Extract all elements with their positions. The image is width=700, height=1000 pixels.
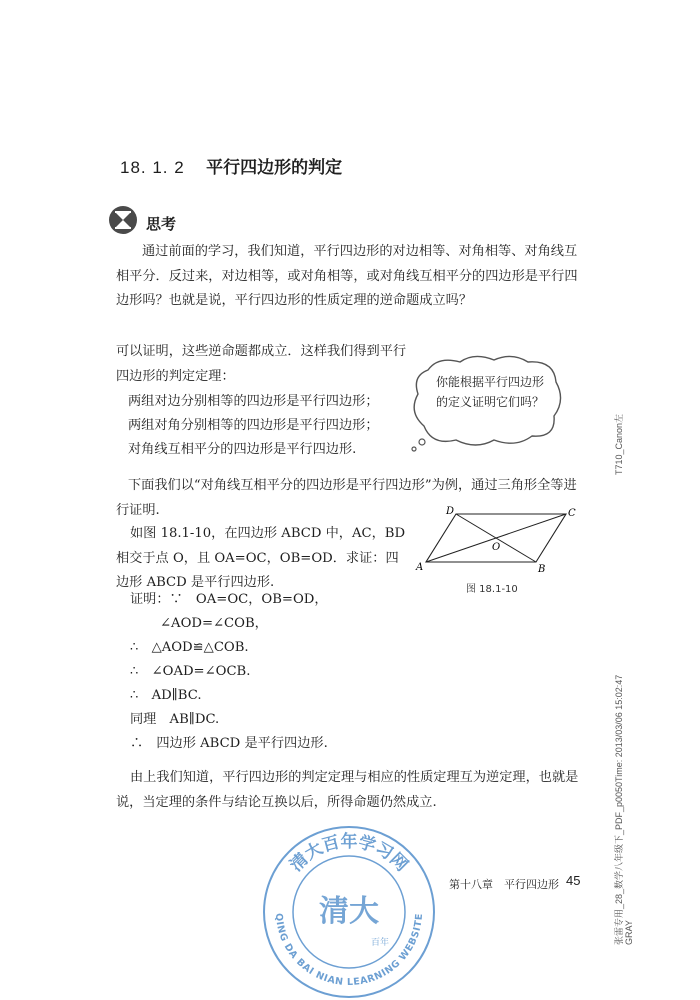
section-heading [120,153,342,178]
label-a: A [416,562,424,573]
stamp-center-text: 清大 [319,894,379,929]
proof-line-4: ∴ ∠OAD=∠OCB. [130,664,251,679]
stamp-small-text: 百年 [370,938,390,948]
figure-caption: 图 18.1-10 [466,584,518,595]
example-intro: 下面我们以“对角线互相平分的四边形是平行四边形”为例，通过三角形全等进行证明. [116,478,577,518]
example-statement: 如图 18.1-10，在四边形 ABCD 中，AC，BD 相交于点 O，且 OA=OC，OB=OD．求证：四边形 ABCD 是平行四边形. [116,526,406,590]
label-d: D [446,506,455,517]
intro-paragraph: 可以证明，这些逆命题都成立．这样我们得到平行四边形的判定定理： [116,344,407,384]
footer-chapter: 第十八章 平行四边形 [449,878,559,891]
side-mark-bottom: 张雷专用_28_数学八年级下_PDF_p0050Time: 2013/03/06 15:02:47 [614,674,624,945]
proof-line-7: ∴ 四边形 ABCD 是平行四边形. [130,736,328,751]
proof-line-3: ∴ △AOD≌△COB. [130,640,249,655]
svg-text:清大百年学习网 [286,831,412,876]
stamp-bottom-text: QING DA BAI NIAN LEARNING WEBSITE [272,912,426,989]
label-o: O [492,542,501,553]
section-title: 平行四边形的判定 [206,158,343,178]
side-mark-gray: GRAY [624,920,634,945]
label-c: C [568,508,576,519]
conclusion-paragraph: 由上我们知道，平行四边形的判定定理与相应的性质定理互为逆定理，也就是说，当定理的条件与结论互换以后，所得命题仍然成立. [116,770,579,810]
bubble-text: 你能根据平行四边形的定义证明它们吗？ [436,375,545,409]
theorem-2: 两组对角分别相等的四边形是平行四边形； [128,418,379,433]
side-mark-top: T710_Canon左 [614,413,624,475]
page-number: 45 [566,873,581,888]
stamp-top-text: 清大百年学习网 [286,832,412,876]
theorem-1: 两组对边分别相等的四边形是平行四边形； [128,394,379,409]
think-paragraph: 通过前面的学习，我们知道，平行四边形的对边相等、对角相等、对角线互相平分．反过来，对边相等，或对角相等，或对角线互相平分的四边形是平行四边形吗？也就是说，平行四边形的性质定理的逆命题成立吗？ [116,244,578,308]
proof-line-2: ∠AOD=∠COB， [160,616,268,631]
proof-line-1: 证明：∵ OA=OC，OB=OD， [130,592,328,607]
proof-line-6: 同理 AB∥DC. [130,712,220,727]
think-label: 思考 [146,215,177,233]
watermark-stamp [262,825,436,999]
parallelogram-figure [414,500,584,580]
section-number: 18. 1. 2 [120,158,185,177]
proof-line-5: ∴ AD∥BC. [130,688,202,703]
theorem-3: 对角线互相平分的四边形是平行四边形. [128,442,357,457]
label-b: B [538,564,546,575]
thinking-icon [108,205,138,235]
